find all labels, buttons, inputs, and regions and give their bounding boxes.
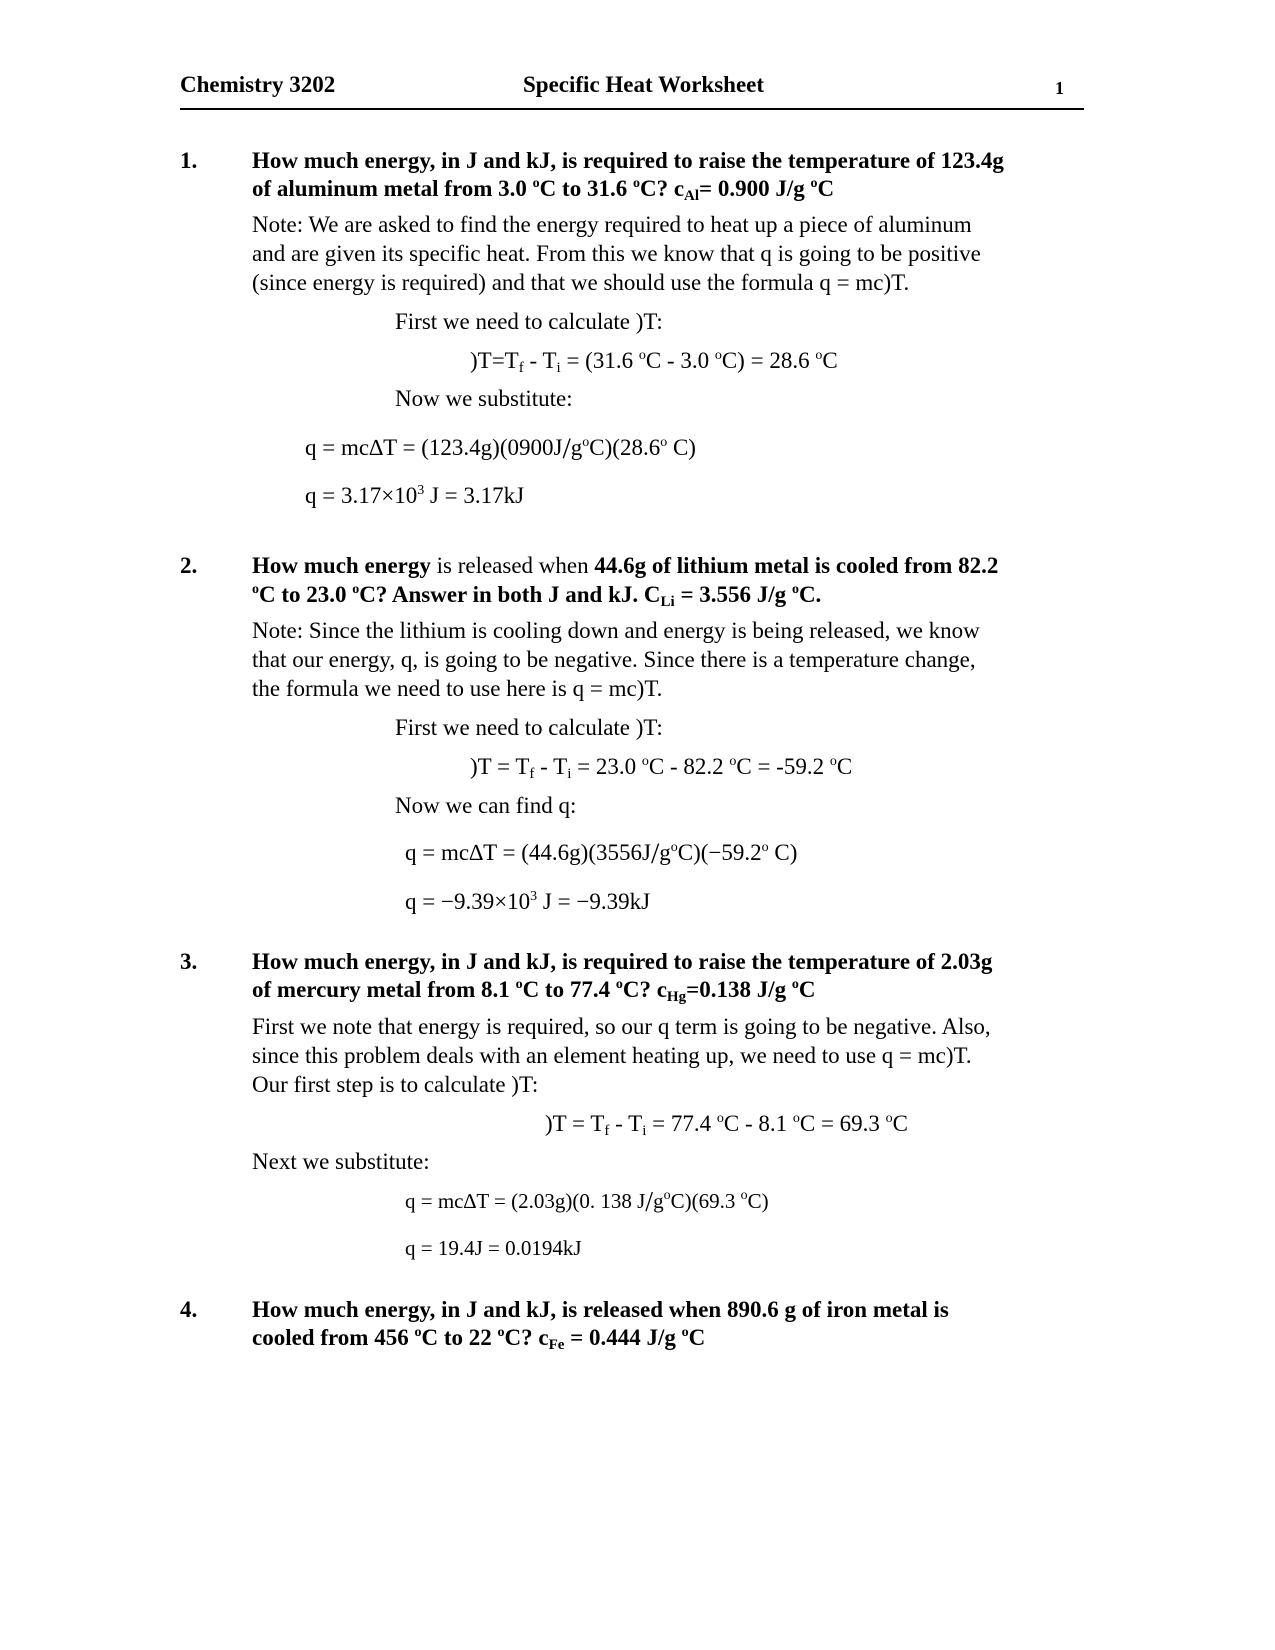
problem-number: 3.: [180, 949, 198, 974]
course-title: Chemistry 3202: [180, 72, 336, 97]
heat-equation: $q = mc\Delta T = (44.6g)(3556J/g^oC)(-59.2^o$ C): [405, 837, 798, 870]
heat-result: $q = 3.17\times 10^3$ J = 3.17kJ: [305, 483, 525, 508]
heat-result: q = 19.4J = 0.0194kJ: [405, 1236, 582, 1260]
problem-number: 1.: [180, 148, 198, 173]
note-line: and are given its specific heat. From this we know that q is going to be positive: [252, 241, 981, 266]
question-text: cooled from 456 $^o$C to 22 $^o$C? $c_{Fe} = 0.444$ J/g $^o$C: [252, 1325, 706, 1353]
heat-equation: $q = mc\Delta T = (123.4g)(0900J/g^oC)(28.6^o$ C): [305, 432, 696, 465]
step-text: First we need to calculate )T:: [395, 715, 663, 740]
note-line: Note: Since the lithium is cooling down and energy is being released, we know: [252, 618, 980, 643]
worksheet-title: Specific Heat Worksheet: [523, 72, 765, 97]
problem-number: 2.: [180, 553, 198, 578]
header-rule: [180, 108, 1084, 110]
question-text: How much energy, in J and kJ, is required to raise the temperature of 123.4g: [252, 148, 1004, 173]
question-text: of aluminum metal from 3.0 $^o$C to 31.6 $^o$C? $c_{Al}= 0.900$ J/g $^o$C: [252, 176, 835, 204]
page-number: 1: [1055, 78, 1064, 98]
step-text: Now we can find q:: [395, 793, 577, 818]
question-text: How much energy, in J and kJ, is released when 890.6 g of iron metal is: [252, 1297, 949, 1322]
step-text: Next we substitute:: [252, 1149, 430, 1174]
heat-equation: q = mc∆T = (2.03g)(0. 138 $J/g^oC)(69.3$ $^o$C): [405, 1187, 769, 1218]
step-text: First we need to calculate )T:: [395, 309, 663, 334]
question-text: How much energy, in J and kJ, is required to raise the temperature of 2.03g: [252, 949, 993, 974]
note-line: the formula we need to use here is q = mc)T.: [252, 676, 663, 701]
note-line: since this problem deals with an element heating up, we need to use q = mc)T.: [252, 1043, 972, 1068]
heat-result: $q = -9.39\times 10^3$ J = −9.39kJ: [405, 889, 651, 914]
question-text: of mercury metal from 8.1 $^o$C to 77.4 $^o$C? $c_{Hg}=0.138$ J/g $^o$C: [252, 977, 816, 1005]
delta-t-equation: )$T = T_f - T_i = 23.0$ $^o$C - 82.2 $^o$C = -59.2 $^o$C: [470, 754, 853, 782]
delta-t-equation: )$T = T_f - T_i = 77.4$ $^o$C - 8.1 $^o$C = 69.3 $^o$C: [545, 1111, 909, 1139]
question-text: How much energy is released when 44.6g of lithium metal is cooled from 82.2: [252, 553, 999, 578]
note-line: Note: We are asked to find the energy required to heat up a piece of aluminum: [252, 212, 972, 237]
note-line: First we note that energy is required, so our q term is going to be negative. Also,: [252, 1014, 991, 1039]
question-text: $^o$C to 23.0 $^o$C? Answer in both J and kJ. $C_{Li} = 3.556$ J/g $^o$C.: [252, 582, 822, 610]
note-line: (since energy is required) and that we should use the formula q = mc)T.: [252, 270, 910, 295]
note-line: Our first step is to calculate )T:: [252, 1072, 539, 1097]
delta-t-equation: )$T=T_f - T_i = (31.6$ $^o$C - 3.0 $^o$C) = 28.6 $^o$C: [470, 348, 838, 376]
step-text: Now we substitute:: [395, 386, 573, 411]
problem-number: 4.: [180, 1297, 198, 1322]
note-line: that our energy, q, is going to be negative. Since there is a temperature change,: [252, 647, 976, 672]
